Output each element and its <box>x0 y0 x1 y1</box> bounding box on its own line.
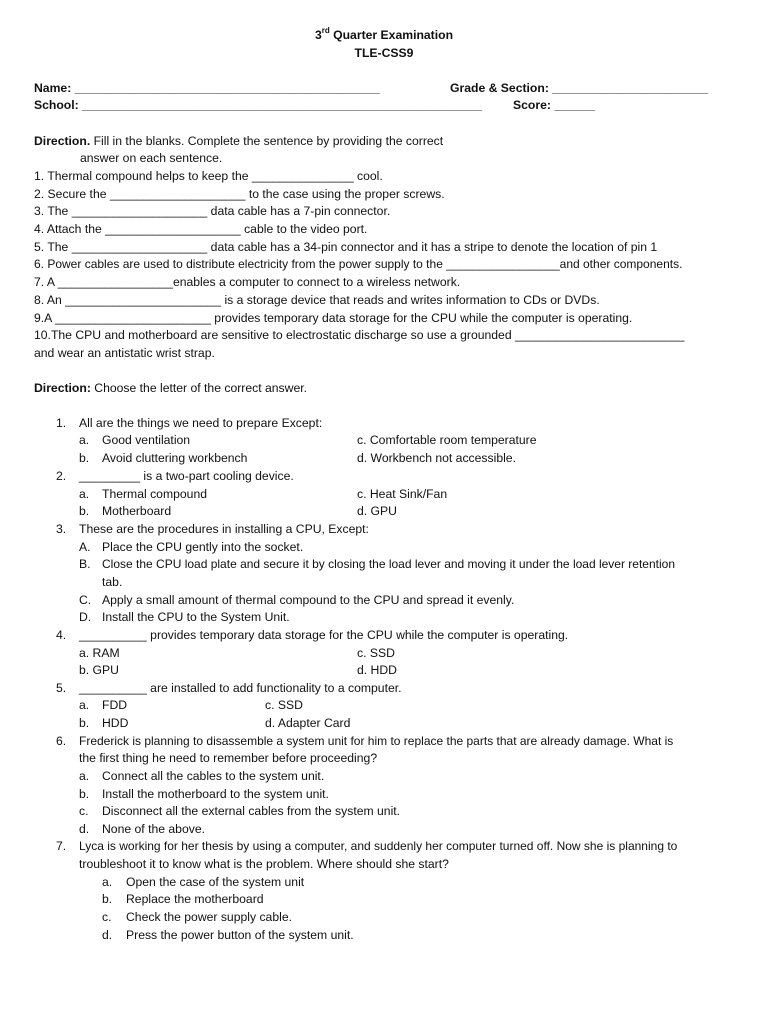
q7-number: 7. <box>56 839 67 853</box>
q1-d: d. Workbench not accessible. <box>357 451 516 465</box>
q3-D-text: Install the CPU to the System Unit. <box>102 610 290 624</box>
q2-b-letter: b. <box>79 504 90 518</box>
q3-B-text-continued: tab. <box>102 575 123 589</box>
q4-d: d. HDD <box>357 663 397 677</box>
q7-d-text: Press the power button of the system unit. <box>126 928 354 942</box>
q5-number: 5. <box>56 681 67 695</box>
q3-text: These are the procedures in installing a CPU, Except: <box>79 522 369 536</box>
q3-C-text: Apply a small amount of thermal compound to the CPU and spread it evenly. <box>102 593 515 607</box>
q6-text-continued: the first thing he need to remember before proceeding? <box>79 751 378 765</box>
q2-number: 2. <box>56 469 67 483</box>
q6-d-letter: d. <box>79 822 90 836</box>
q5-b-letter: b. <box>79 716 90 730</box>
q6-b-text: Install the motherboard to the system unit. <box>102 787 329 801</box>
q5-d: d. Adapter Card <box>265 716 351 730</box>
fill-item-10-continued: and wear an antistatic wrist strap. <box>34 346 215 360</box>
q7-text-continued: troubleshoot it to know what is the problem. Where should she start? <box>79 857 449 871</box>
q3-C-letter: C. <box>79 593 92 607</box>
q2-d: d. GPU <box>357 504 397 518</box>
q5-text: __________ are installed to add functionality to a computer. <box>79 681 402 695</box>
q1-a-text: Good ventilation <box>102 433 191 447</box>
q6-b-letter: b. <box>79 787 90 801</box>
fill-item-10: 10.The CPU and motherboard are sensitive to electrostatic discharge so use a grounded _________________________ <box>34 328 685 342</box>
q4-number: 4. <box>56 628 67 642</box>
q2-text: _________ is a two-part cooling device. <box>79 469 294 483</box>
q7-d-letter: d. <box>102 928 113 942</box>
q7-text: Lyca is working for her thesis by using a computer, and suddenly her computer turned off. Now she is planning to <box>79 839 678 853</box>
q3-B-letter: B. <box>79 557 91 571</box>
q1-c: c. Comfortable room temperature <box>357 433 537 447</box>
grade-section-field: Grade & Section: _______________________ <box>450 81 709 95</box>
exam-title: 3rd Quarter Examination <box>314 25 454 42</box>
q4-a: a. RAM <box>79 646 120 660</box>
q1-number: 1. <box>56 416 67 430</box>
q3-B-text: Close the CPU load plate and secure it by closing the load lever and moving it under the load lever retention <box>102 557 676 571</box>
q1-a-letter: a. <box>79 433 90 447</box>
q6-a-text: Connect all the cables to the system unit. <box>102 769 325 783</box>
q7-b-letter: b. <box>102 892 113 906</box>
fill-item-2: 2. Secure the ____________________ to the case using the proper screws. <box>34 187 445 201</box>
q2-a-text: Thermal compound <box>102 487 207 501</box>
fill-item-1: 1. Thermal compound helps to keep the _______________ cool. <box>34 169 383 183</box>
q4-text: __________ provides temporary data storage for the CPU while the computer is operating. <box>79 628 569 642</box>
q7-a-letter: a. <box>102 875 113 889</box>
score-field: Score: ______ <box>513 98 595 112</box>
fill-item-9: 9.A _______________________ provides temporary data storage for the CPU while the computer is operating. <box>34 311 633 325</box>
direction-2: Direction: Choose the letter of the correct answer. <box>34 381 307 395</box>
fill-item-6: 6. Power cables are used to distribute electricity from the power supply to the _________________and other components. <box>34 257 683 271</box>
fill-item-7: 7. A _________________enables a computer to connect to a wireless network. <box>34 275 461 289</box>
q7-c-text: Check the power supply cable. <box>126 910 292 924</box>
q2-a-letter: a. <box>79 487 90 501</box>
name-field: Name: _____________________________________________ <box>34 81 380 95</box>
q4-b: b. GPU <box>79 663 119 677</box>
q6-d-text: None of the above. <box>102 822 205 836</box>
q1-b-letter: b. <box>79 451 90 465</box>
direction-1: Direction. Fill in the blanks. Complete the sentence by providing the correct <box>34 134 444 148</box>
q6-a-letter: a. <box>79 769 90 783</box>
school-field: School: ___________________________________________________________ <box>34 98 482 112</box>
q3-number: 3. <box>56 522 67 536</box>
q6-text: Frederick is planning to disassemble a system unit for him to replace the parts that are already damage. What is <box>79 734 674 748</box>
q2-c: c. Heat Sink/Fan <box>357 487 448 501</box>
q6-number: 6. <box>56 734 67 748</box>
q1-text: All are the things we need to prepare Except: <box>79 416 323 430</box>
q7-b-text: Replace the motherboard <box>126 892 264 906</box>
q2-b-text: Motherboard <box>102 504 172 518</box>
q1-b-text: Avoid cluttering workbench <box>102 451 248 465</box>
fill-item-5: 5. The ____________________ data cable has a 34-pin connector and it has a stripe to denote the location of pin 1 <box>34 240 658 254</box>
fill-item-8: 8. An _______________________ is a storage device that reads and writes information to CDs or DVDs. <box>34 293 600 307</box>
q7-c-letter: c. <box>102 910 112 924</box>
fill-item-3: 3. The ____________________ data cable has a 7-pin connector. <box>34 204 391 218</box>
q5-b-text: HDD <box>102 716 129 730</box>
q4-c: c. SSD <box>357 646 395 660</box>
q6-c-letter: c. <box>79 804 89 818</box>
fill-item-4: 4. Attach the ____________________ cable to the video port. <box>34 222 368 236</box>
exam-subtitle: TLE-CSS9 <box>354 46 414 60</box>
direction-1-continued: answer on each sentence. <box>80 151 223 165</box>
q3-D-letter: D. <box>79 610 92 624</box>
q5-c: c. SSD <box>265 698 303 712</box>
q5-a-text: FDD <box>102 698 128 712</box>
q7-a-text: Open the case of the system unit <box>126 875 305 889</box>
q5-a-letter: a. <box>79 698 90 712</box>
q3-A-letter: A. <box>79 540 91 554</box>
q3-A-text: Place the CPU gently into the socket. <box>102 540 304 554</box>
q6-c-text: Disconnect all the external cables from the system unit. <box>102 804 401 818</box>
